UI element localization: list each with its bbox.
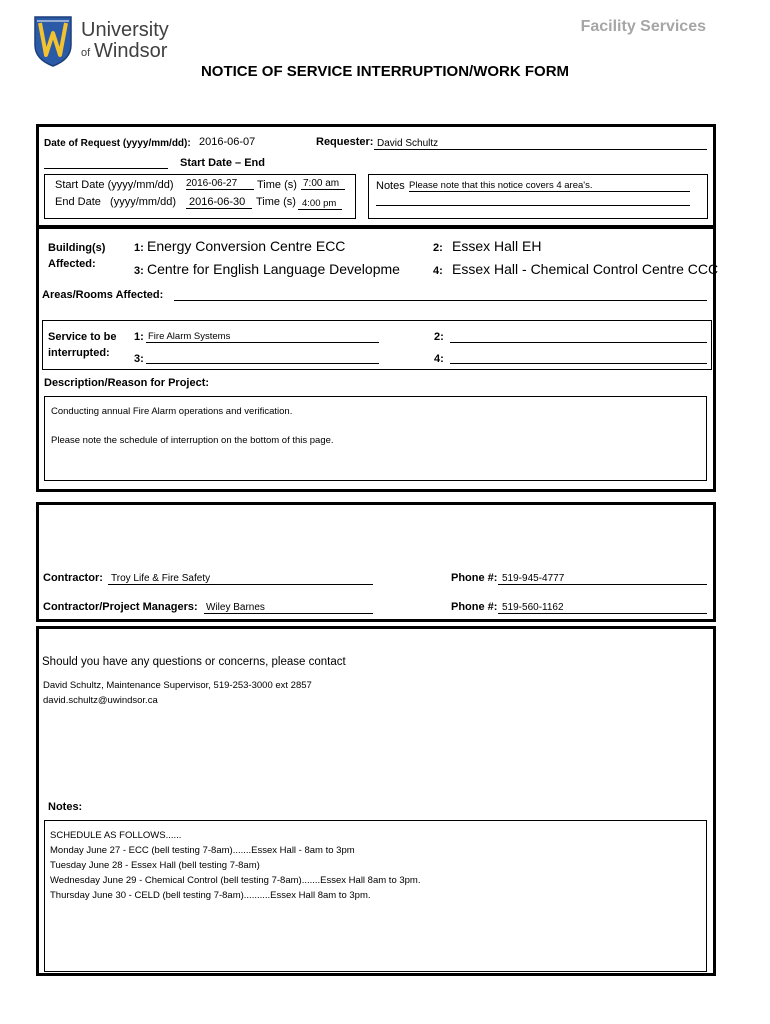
- service-1-field: [146, 331, 379, 343]
- building-4-value: Essex Hall - Chemical Control Centre CCC: [452, 261, 719, 277]
- department-name: Facility Services: [580, 18, 706, 35]
- building-1-value: Energy Conversion Centre ECC: [147, 238, 346, 254]
- shield-icon: [33, 15, 73, 67]
- phone-1-field: [498, 573, 707, 585]
- start-end-label: Start Date – End: [180, 157, 265, 169]
- end-date-label: End Date (yyyy/mm/dd): [55, 196, 177, 208]
- building-4-number: 4:: [433, 265, 443, 277]
- notes-label: Notes: [376, 180, 405, 192]
- notes-blank-line: [376, 195, 690, 206]
- phone-2-field: [498, 602, 707, 614]
- blank-line: [44, 156, 168, 169]
- buildings-label-1: Building(s): [48, 242, 106, 254]
- contact-line-2: david.schultz@uwindsor.ca: [43, 695, 158, 706]
- phone-2-label: Phone #:: [451, 601, 498, 613]
- notes-heading: Notes:: [48, 801, 83, 813]
- end-time-field: [298, 198, 342, 210]
- service-4-field: [450, 352, 707, 364]
- areas-label: Areas/Rooms Affected:: [42, 289, 164, 301]
- start-time-field: [301, 178, 345, 190]
- description-line-2: Please note the schedule of interruption on the bottom of this page.: [51, 435, 334, 446]
- schedule-line: Tuesday June 28 - Essex Hall (bell testing 7-8am): [50, 860, 260, 871]
- building-3-number: 3:: [134, 265, 144, 277]
- start-time-label: Time (s): [257, 179, 297, 191]
- form-title: NOTICE OF SERVICE INTERRUPTION/WORK FORM: [200, 63, 570, 80]
- date-of-request-label: Date of Request (yyyy/mm/dd):: [44, 138, 191, 149]
- phone-2-value: 519-560-1162: [502, 602, 564, 613]
- service-1-value: Fire Alarm Systems: [148, 331, 231, 342]
- schedule-line: Wednesday June 29 - Chemical Control (bell testing 7-8am).......Essex Hall 8am to 3pm.: [50, 875, 421, 886]
- buildings-label-2: Affected:: [48, 258, 96, 270]
- schedule-line: Thursday June 30 - CELD (bell testing 7-8am)..........Essex Hall 8am to 3pm.: [50, 890, 371, 901]
- description-line-1: Conducting annual Fire Alarm operations and verification.: [51, 406, 293, 417]
- phone-1-label: Phone #:: [451, 572, 498, 584]
- end-date-value: 2016-06-30: [189, 196, 246, 208]
- service-2-field: [450, 331, 707, 343]
- logo-text-windsor: Windsor: [94, 40, 168, 62]
- service-label-1: Service to be: [48, 331, 117, 343]
- requester-field: [374, 138, 707, 150]
- contact-line-1: David Schultz, Maintenance Supervisor, 519-253-3000 ext 2857: [43, 680, 312, 691]
- contractor-field: [108, 573, 373, 585]
- date-of-request-value: 2016-06-07: [199, 136, 256, 148]
- phone-1-value: 519-945-4777: [502, 573, 565, 584]
- service-4-number: 4:: [434, 353, 444, 365]
- manager-field: [204, 602, 373, 614]
- requester-label: Requester:: [316, 136, 374, 148]
- start-time-value: 7:00 am: [303, 178, 340, 189]
- start-date-label: Start Date (yyyy/mm/dd): [55, 179, 174, 191]
- contractor-value: Troy Life & Fire Safety: [111, 573, 211, 584]
- areas-field: [174, 288, 707, 301]
- end-time-value: 4:00 pm: [302, 198, 337, 209]
- end-time-label: Time (s): [256, 196, 296, 208]
- end-date-field: [186, 196, 252, 209]
- schedule-line: SCHEDULE AS FOLLOWS......: [50, 830, 182, 841]
- contact-intro: Should you have any questions or concerns, please contact: [42, 656, 346, 668]
- service-2-number: 2:: [434, 331, 444, 343]
- building-3-value: Centre for English Language Developme: [147, 261, 400, 277]
- description-label: Description/Reason for Project:: [44, 377, 210, 389]
- university-logo: [33, 15, 173, 67]
- service-label-2: interrupted:: [48, 347, 110, 359]
- requester-value: David Schultz: [377, 138, 439, 149]
- manager-value: Wiley Barnes: [206, 602, 265, 613]
- notes-value: Please note that this notice covers 4 area's.: [409, 180, 593, 191]
- service-1-number: 1:: [134, 331, 144, 343]
- logo-text-of: of: [81, 47, 91, 59]
- start-date-value: 2016-06-27: [186, 178, 238, 189]
- service-3-number: 3:: [134, 353, 144, 365]
- start-date-field: [186, 178, 254, 190]
- schedule-line: Monday June 27 - ECC (bell testing 7-8am).......Essex Hall - 8am to 3pm: [50, 845, 355, 856]
- service-3-field: [146, 352, 379, 364]
- notes-field: [409, 180, 690, 192]
- contractor-label: Contractor:: [43, 572, 103, 584]
- logo-text-university: University: [81, 19, 169, 41]
- building-1-number: 1:: [134, 242, 144, 254]
- building-2-number: 2:: [433, 242, 443, 254]
- building-2-value: Essex Hall EH: [452, 238, 542, 254]
- manager-label: Contractor/Project Managers:: [43, 601, 198, 613]
